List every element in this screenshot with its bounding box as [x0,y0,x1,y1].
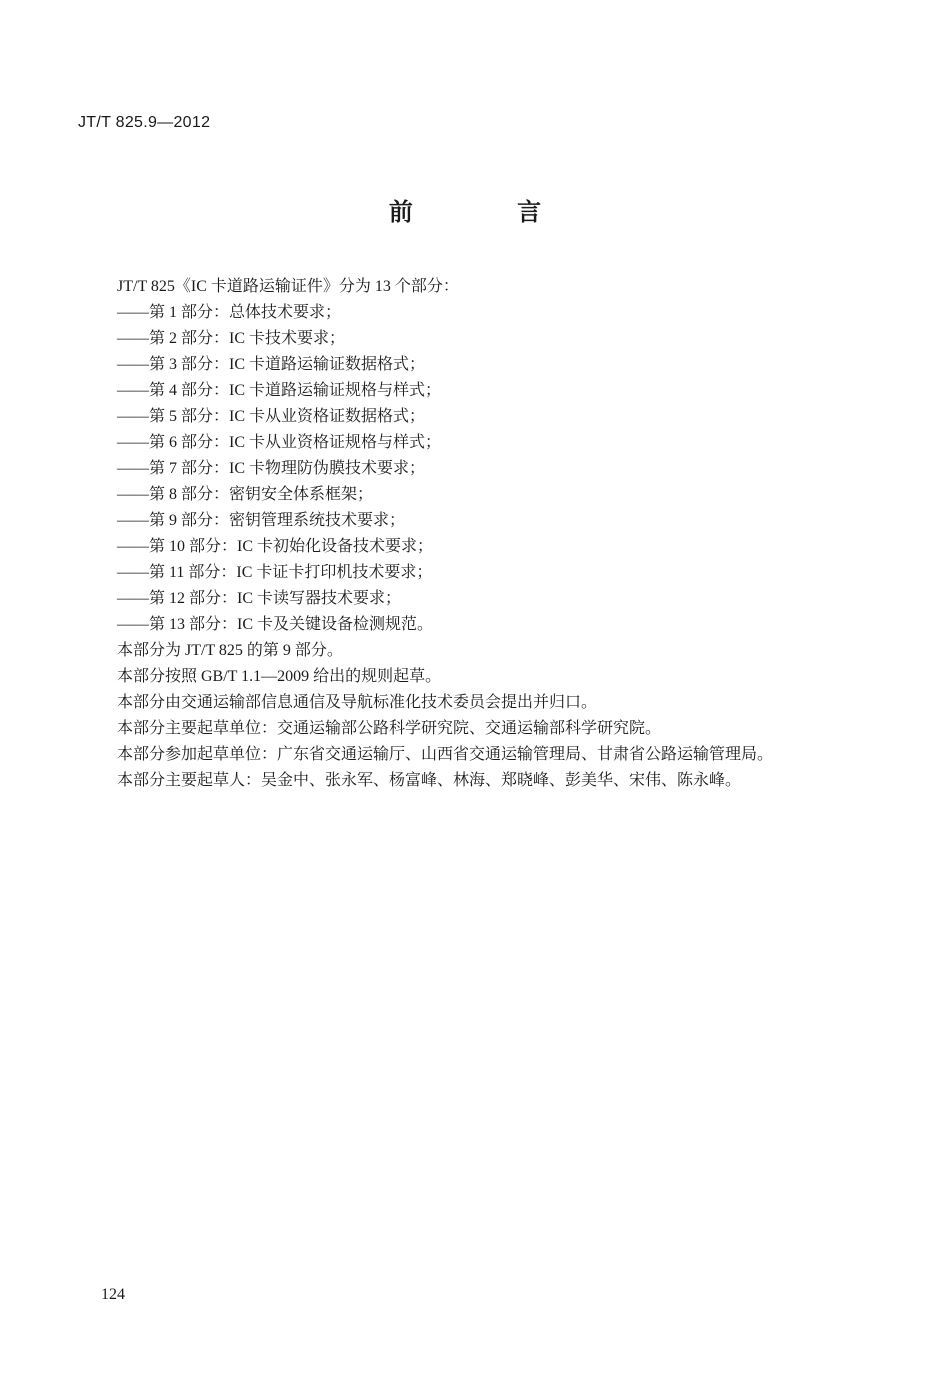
part-list-item: ——第 3 部分：IC 卡道路运输证数据格式； [117,356,426,373]
part-list-item: ——第 6 部分：IC 卡从业资格证规格与样式； [117,434,442,451]
page-number: 124 [101,1286,125,1303]
paragraph-line: 本部分主要起草人：吴金中、张永军、杨富峰、林海、郑晓峰、彭美华、宋伟、陈永峰。 [117,772,742,789]
paragraph-line: 本部分主要起草单位：交通运输部公路科学研究院、交通运输部科学研究院。 [117,720,662,737]
paragraph-line: 本部分参加起草单位：广东省交通运输厅、山西省交通运输管理局、甘肃省公路运输管理局。 [117,746,774,763]
part-list-item: ——第 13 部分：IC 卡及关键设备检测规范。 [117,616,434,633]
part-list-item: ——第 7 部分：IC 卡物理防伪膜技术要求； [117,460,426,477]
intro-line: JT/T 825《IC 卡道路运输证件》分为 13 个部分： [117,278,459,295]
part-list-item: ——第 2 部分：IC 卡技术要求； [117,330,346,347]
part-list-item: ——第 4 部分：IC 卡道路运输证规格与样式； [117,382,442,399]
paragraph-line: 本部分为 JT/T 825 的第 9 部分。 [117,642,343,659]
part-list-item: ——第 11 部分：IC 卡证卡打印机技术要求； [117,564,433,581]
paragraph-line: 本部分由交通运输部信息通信及导航标准化技术委员会提出并归口。 [117,694,598,711]
part-list-item: ——第 8 部分：密钥安全体系框架； [117,486,374,503]
part-list-item: ——第 12 部分：IC 卡读写器技术要求； [117,590,402,607]
part-list-item: ——第 1 部分：总体技术要求； [117,304,342,321]
standard-code-header: JT/T 825.9—2012 [78,114,211,131]
part-list-item: ——第 10 部分：IC 卡初始化设备技术要求； [117,538,434,555]
part-list-item: ——第 5 部分：IC 卡从业资格证数据格式； [117,408,426,425]
foreword-body [117,274,877,794]
paragraph-line: 本部分按照 GB/T 1.1—2009 给出的规则起草。 [117,668,442,685]
page-title: 前 言 [388,198,590,226]
part-list-item: ——第 9 部分：密钥管理系统技术要求； [117,512,406,529]
